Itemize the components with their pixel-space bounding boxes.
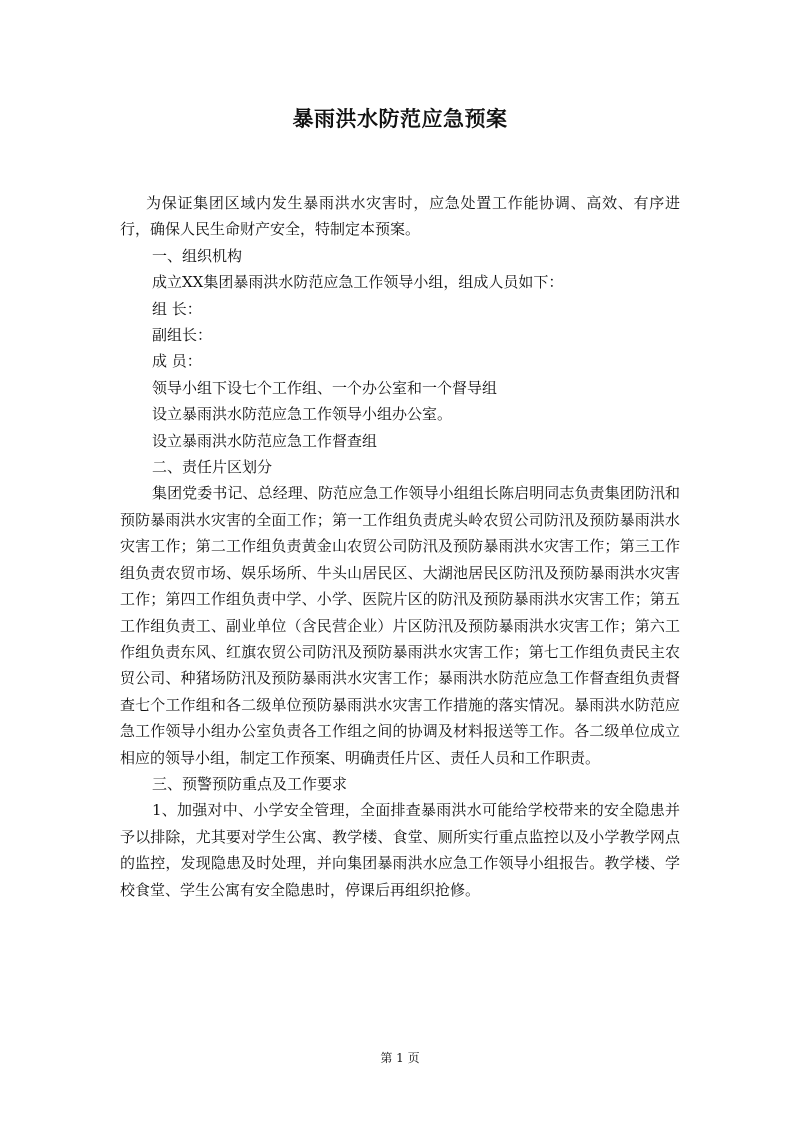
- deputy-leader-line: 副组长：: [152, 326, 213, 345]
- office-line: 设立暴雨洪水防范应急工作领导小组办公室。: [152, 405, 453, 424]
- document-body: [120, 190, 680, 903]
- school-safety-paragraph: 1、加强对中、小学安全管理，全面排查暴雨洪水可能给学校带来的安全隐患并予以排除，尤其要对学生公寓、教学楼、食堂、厕所实行重点监控以及小学教学网点的监控，发现隐患及时处理，并向集团暴雨洪水应急工作领导小组报告。教学楼、学校食堂、学生公寓有安全隐患时，停课后再组织抢修。: [120, 801, 680, 899]
- inspection-group-line: 设立暴雨洪水防范应急工作督查组: [152, 431, 378, 450]
- intro-paragraph: 为保证集团区域内发生暴雨洪水灾害时，应急处置工作能协调、高效、有序进行，确保人民生命财产安全，特制定本预案。: [120, 194, 680, 239]
- group-leader-line: 组 长：: [152, 299, 202, 318]
- section-heading-responsibility: 二、责任片区划分: [152, 458, 273, 477]
- organization-paragraph: 成立XX集团暴雨洪水防范应急工作领导小组，组成人员如下：: [152, 273, 564, 292]
- document-title: 暴雨洪水防范应急预案: [292, 107, 508, 131]
- page-number: 第 1 页: [380, 1051, 420, 1065]
- section-heading-organization: 一、组织机构: [152, 246, 243, 265]
- workgroups-line: 领导小组下设七个工作组、一个办公室和一个督导组: [152, 378, 498, 397]
- responsibility-paragraph: 集团党委书记、总经理、防范应急工作领导小组组长陈启明同志负责集团防汛和预防暴雨洪水灾害的全面工作；第一工作组负责虎头岭农贸公司防汛及预防暴雨洪水灾害工作；第二工作组负责黄金山农贸公司防汛及预防暴雨洪水灾害工作；第三工作组负责农贸市场、娱乐场所、牛头山居民区、大湖池居民区防汛及预防暴雨洪水灾害工作；第四工作组负责中学、小学、医院片区的防汛及预防暴雨洪水灾害工作；第五工作组负责工、副业单位（含民营企业）片区防汛及预防暴雨洪水灾害工作；第六工作组负责东风、红旗农贸公司防汛及预防暴雨洪水灾害工作；第七工作组负责民主农贸公司、种猪场防汛及预防暴雨洪水灾害工作；暴雨洪水防范应急工作督查组负责督查七个工作组和各二级单位预防暴雨洪水灾害工作措施的落实情况。暴雨洪水防范应急工作领导小组办公室负责各工作组之间的协调及材料报送等工作。各二级单位成立相应的领导小组，制定工作预案、明确责任片区、责任人员和工作职责。: [120, 484, 680, 767]
- section-heading-warning: 三、预警预防重点及工作要求: [152, 774, 348, 793]
- members-line: 成 员：: [152, 352, 202, 371]
